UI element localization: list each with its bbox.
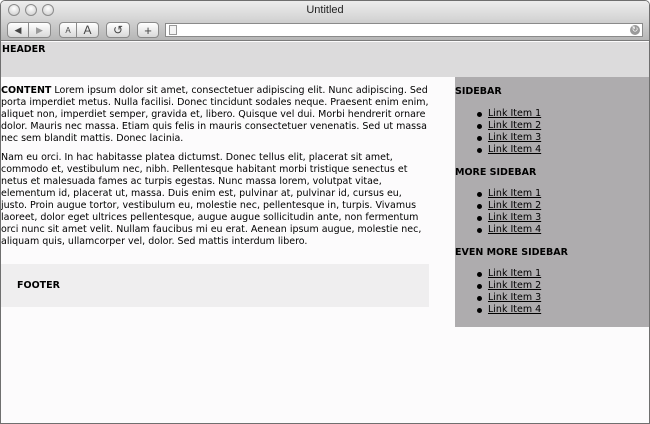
bullet-icon bbox=[477, 124, 482, 129]
back-button[interactable] bbox=[7, 22, 29, 38]
more-sidebar-link-list bbox=[474, 188, 541, 236]
bullet-icon bbox=[477, 284, 482, 289]
content-paragraph-1 bbox=[1, 85, 429, 145]
list-item bbox=[474, 132, 541, 144]
title-bar bbox=[1, 1, 649, 20]
page-footer bbox=[1, 264, 429, 307]
text-smaller-button[interactable]: A bbox=[59, 22, 77, 38]
even-more-sidebar-link-list bbox=[474, 268, 541, 316]
bullet-icon bbox=[477, 308, 482, 313]
sidebar-link[interactable]: Link Item 2 bbox=[488, 200, 542, 211]
list-item bbox=[474, 304, 541, 316]
list-item bbox=[474, 188, 541, 200]
list-item bbox=[474, 120, 541, 132]
list-item bbox=[474, 224, 541, 236]
page-icon bbox=[169, 25, 177, 35]
window-title: Untitled bbox=[306, 4, 344, 16]
list-item bbox=[474, 108, 541, 120]
sidebar-link[interactable]: Link Item 1 bbox=[488, 268, 542, 279]
text-bigger-button[interactable]: A bbox=[77, 22, 99, 38]
sidebar bbox=[455, 77, 649, 327]
bullet-icon bbox=[477, 216, 482, 221]
sidebar-link[interactable]: Link Item 3 bbox=[488, 292, 542, 303]
sidebar-title: SIDEBAR bbox=[455, 86, 502, 97]
even-more-sidebar-title: EVEN MORE SIDEBAR bbox=[455, 247, 568, 258]
footer-label: FOOTER bbox=[17, 280, 60, 291]
list-item bbox=[474, 144, 541, 156]
back-arrow-icon: ◀ bbox=[14, 24, 22, 35]
forward-button[interactable] bbox=[29, 22, 51, 38]
list-item bbox=[474, 200, 541, 212]
content-paragraph-1-text: Lorem ipsum dolor sit amet, consectetuer adipiscing elit. Nunc adipiscing. Sed porta imperdiet metus. Nulla facilisi. Donec tincidunt sodales neque. Praesent enim enim, aliquet non, imperdiet semper, gravida et, libero. Quisque vel dui. Morbi hendrerit ornare dolor. Mauris nec massa. Etiam quis felis in mauris consectetuer venenatis. Sed ut massa nec sem blandit mattis. Donec lacinia. bbox=[1, 85, 429, 144]
bullet-icon bbox=[477, 204, 482, 209]
reload-button[interactable] bbox=[106, 22, 130, 38]
forward-arrow-icon: ▶ bbox=[36, 24, 43, 35]
bullet-icon bbox=[477, 228, 482, 233]
sidebar-link[interactable]: Link Item 2 bbox=[488, 280, 542, 291]
browser-toolbar bbox=[1, 20, 649, 41]
content-paragraph-2: Nam eu orci. In hac habitasse platea dictumst. Donec tellus elit, placerat sit amet, commodo et, vestibulum nec, nibh. Pellentesque habitant morbi tristique senectus et netus et malesuada fames ac turpis egestas. Nunc massa lorem, volutpat vitae, elementum id, placerat ut, massa. Duis enim est, pulvinar at, pulvinar id, cursus eu, justo. Proin augue tortor, vestibulum eu, molestie nec, pellentesque in, turpis. Vivamus laoreet, dolor eget ultrices pellentesque, augue augue sollicitudin ante, non fermentum orci nunc sit amet velit. Nullam faucibus mi eu erat. Aenean ipsum augue, molestie nec, aliquam quis, ullamcorper vel, dolor. Sed mattis interdum libero. bbox=[1, 152, 422, 247]
content-label: CONTENT bbox=[1, 85, 52, 96]
sidebar-link[interactable]: Link Item 1 bbox=[488, 108, 542, 119]
main-content bbox=[1, 85, 429, 255]
url-reload-icon[interactable]: ↻ bbox=[631, 25, 639, 34]
address-bar[interactable] bbox=[165, 23, 643, 37]
sidebar-link[interactable]: Link Item 3 bbox=[488, 132, 542, 143]
more-sidebar-title: MORE SIDEBAR bbox=[455, 167, 537, 178]
web-page bbox=[1, 42, 649, 424]
list-item bbox=[474, 292, 541, 304]
bullet-icon bbox=[477, 112, 482, 117]
bullet-icon bbox=[477, 296, 482, 301]
sidebar-link[interactable]: Link Item 4 bbox=[488, 144, 542, 155]
list-item bbox=[474, 280, 541, 292]
list-item bbox=[474, 268, 541, 280]
sidebar-link[interactable]: Link Item 1 bbox=[488, 188, 542, 199]
header-label: HEADER bbox=[2, 44, 46, 55]
bullet-icon bbox=[477, 136, 482, 141]
bullet-icon bbox=[477, 148, 482, 153]
sidebar-link[interactable]: Link Item 4 bbox=[488, 304, 542, 315]
list-item bbox=[474, 212, 541, 224]
bullet-icon bbox=[477, 192, 482, 197]
sidebar-link[interactable]: Link Item 3 bbox=[488, 212, 542, 223]
sidebar-link[interactable]: Link Item 2 bbox=[488, 120, 542, 131]
add-bookmark-button[interactable] bbox=[137, 22, 159, 38]
plus-icon: + bbox=[144, 22, 152, 38]
sidebar-link-list bbox=[474, 108, 541, 156]
bullet-icon bbox=[477, 272, 482, 277]
page-header bbox=[1, 42, 649, 77]
reload-icon: ↺ bbox=[112, 23, 124, 37]
sidebar-link[interactable]: Link Item 4 bbox=[488, 224, 542, 235]
